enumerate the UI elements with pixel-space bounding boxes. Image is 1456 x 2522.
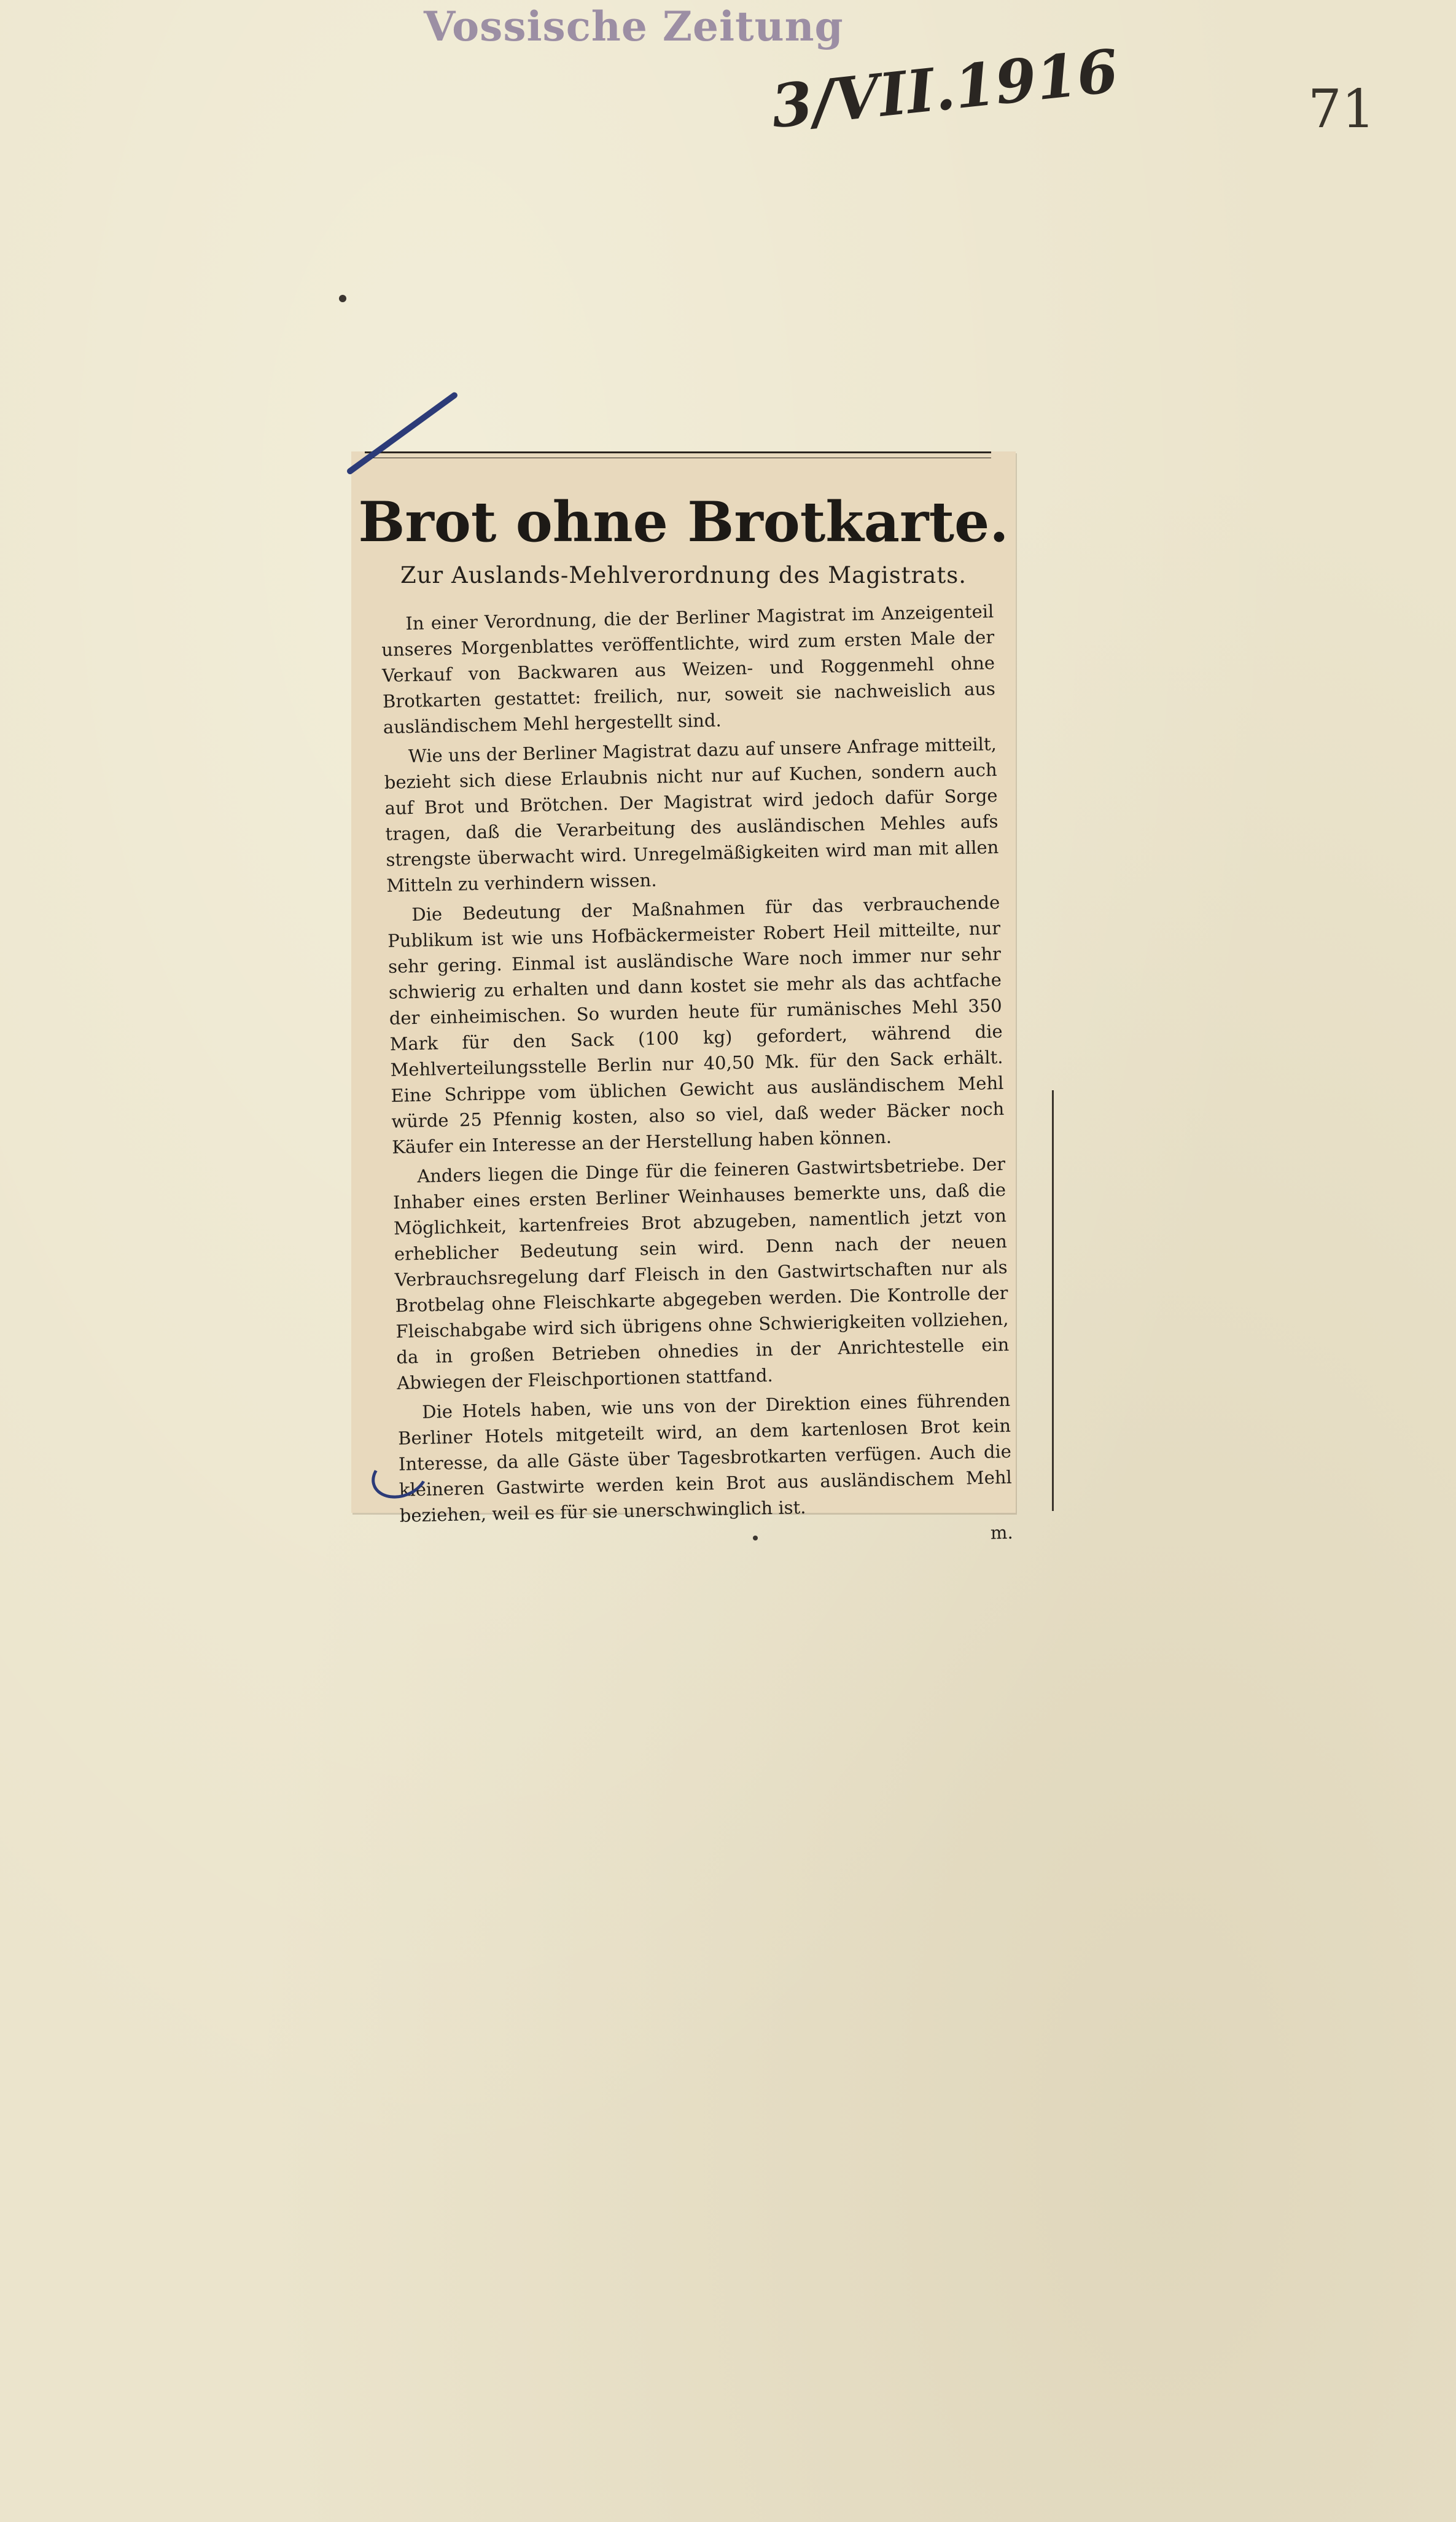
article-paragraph: Wie uns der Berliner Magistrat dazu auf unsere Anfrage mitteilt, bezieht sich diese Erlaubnis nicht nur auf Kuchen, sondern auch auf Brot und Brötchen. Der Magistrat wird jedoch dafür Sorge tragen, daß die Verarbeitung des ausländischen Mehles aufs strengste überwacht wird. Unregelmäßigkeiten wird man mit allen Mitteln zu verhindern wissen.	[384, 733, 999, 896]
ink-speck	[339, 295, 346, 302]
article-paragraph: Die Hotels haben, wie uns von der Direktion eines führenden Berliner Hotels mitgeteilt wird, an dem kartenlosen Brot kein Interesse, da alle Gäste über Tagesbrotkarten verfügen. Auch die kleineren Gastwirte werden kein Brot aus ausländischem Mehl beziehen, weil es für sie unerschwinglich ist.	[397, 1389, 1013, 1526]
clipping-rule	[365, 451, 991, 453]
article-signature: m.	[990, 1521, 1013, 1544]
article-title: Brot ohne Brotkarte.	[358, 490, 1009, 555]
article-paragraph: Anders liegen die Dinge für die feineren Gastwirtsbetriebe. Der Inhaber eines ersten Berliner Weinhauses bemerkte uns, daß die Möglichkeit, kartenfreies Brot abzugeben, namentlich jetzt von erheblicher Bedeutung sein wird. Denn nach der neuen Verbrauchsregelung darf Fleisch in den Gastwirtschaften nur als Brotbelag ohne Fleischkarte abgegeben werden. Die Kontrolle der Fleischabgabe wird sich übrigens ohne Schwierigkeiten vollziehen, da in großen Betrieben ohnedies in der Anrichtestelle ein Abwiegen der Fleischportionen stattfand.	[392, 1153, 1010, 1394]
article-paragraph: Die Bedeutung der Maßnahmen für das verbrauchende Publikum ist wie uns Hofbäckermeister Robert Heil mitteilte, nur sehr gering. Einmal ist ausländische Ware noch immer nur sehr schwierig zu erhalten und dann kostet sie mehr als das achtfache der einheimischen. So wurden heute für rumänisches Mehl 350 Mark für den Sack (100 kg) gefordert, während die Mehlverteilungsstelle Berlin nur 40,50 Mk. für den Sack erhält. Eine Schrippe vom üblichen Gewicht aus ausländischem Mehl würde 25 Pfennig kosten, also so viel, daß weder Bäcker noch Käufer ein Interesse an der Herstellung haben können.	[387, 891, 1005, 1158]
newspaper-clipping	[351, 451, 1016, 1544]
page-number: 71	[1308, 79, 1376, 140]
article-paragraph: In einer Verordnung, die der Berliner Magistrat im Anzeigenteil unseres Morgenblattes veröffentlichte, wird zum ersten Male der Verkauf von Backwaren aus Weizen- und Roggenmehl ohne Brotkarten gestattet: freilich, nur, soweit sie nachweislich aus ausländischem Mehl hergestellt sind.	[381, 601, 996, 738]
article-body	[381, 598, 1013, 1558]
article-subtitle: Zur Auslands-Mehlverordnung des Magistrats.	[400, 562, 967, 588]
handwritten-date: 3/VII.1916	[768, 36, 1122, 142]
newspaper-stamp: Vossische Zeitung	[424, 2, 844, 50]
blue-pencil-mark	[346, 391, 459, 475]
column-rule	[1052, 1090, 1054, 1511]
